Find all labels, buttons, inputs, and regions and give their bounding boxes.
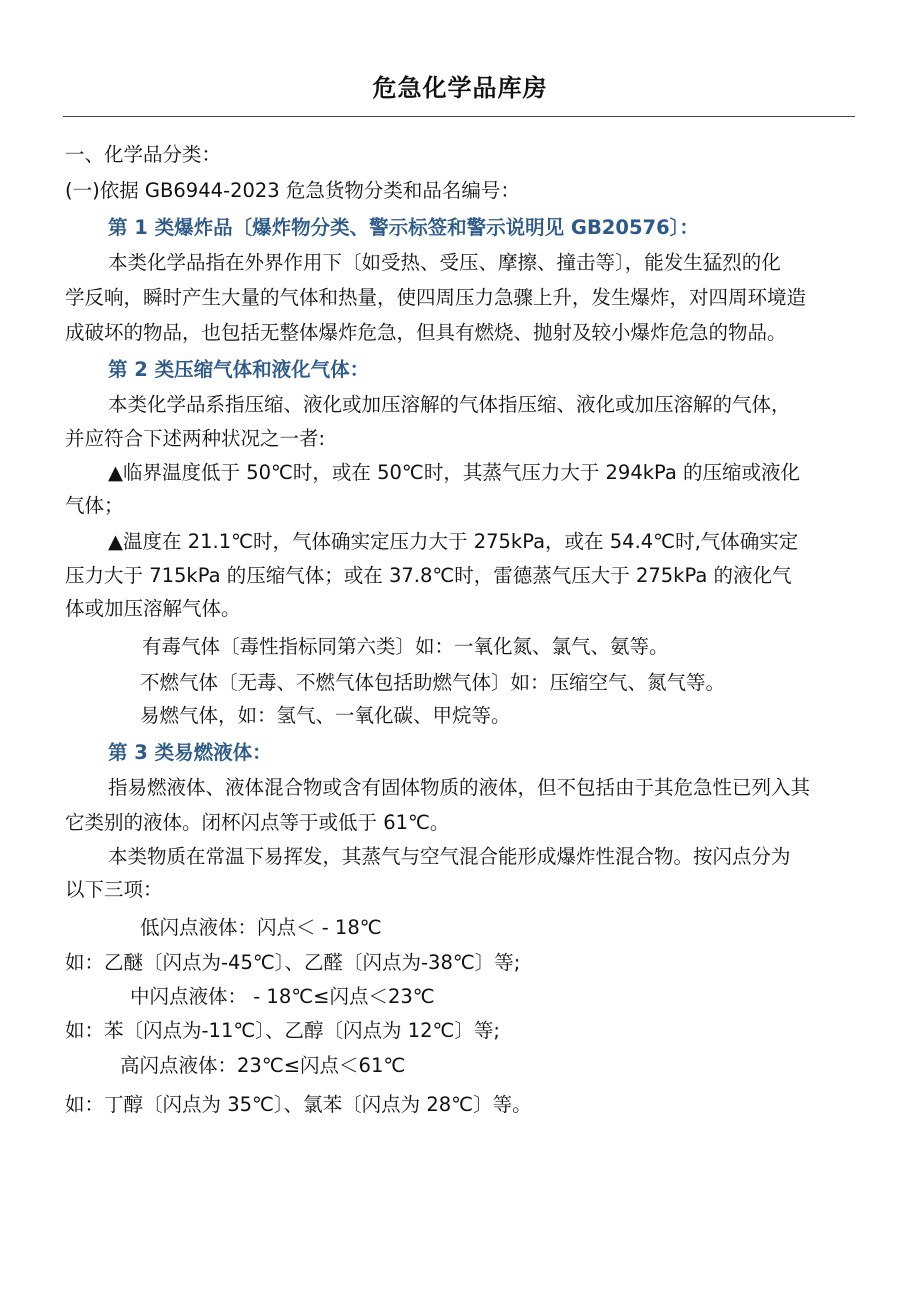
class3-line: 本类物质在常温下易挥发，其蒸气与空气混合能形成爆炸性混合物。按闪点分为: [108, 845, 791, 868]
mid-flash-examples: 如：苯〔闪点为-11℃〕、乙醇〔闪点为 12℃〕等;: [65, 1019, 500, 1042]
class1-line: 成破坏的物品，也包括无整体爆炸危急，但具有燃烧、抛射及较小爆炸危急的物品。: [65, 321, 787, 344]
class3-line: 指易燃液体、液体混合物或含有固体物质的液体，但不包括由于其危急性已列入其: [108, 776, 811, 799]
class1-line: 本类化学品指在外界作用下〔如受热、受压、摩擦、撞击等〕，能发生猛烈的化: [108, 251, 781, 274]
mid-flash-liquid: 中闪点液体： - 18℃≤闪点＜23℃: [130, 985, 435, 1008]
section-heading: 一、化学品分类：: [65, 143, 222, 166]
class3-line: 以下三项：: [65, 878, 163, 901]
class2-flammable-gas: 易燃气体，如：氢气、一氧化碳、甲烷等。: [140, 704, 511, 727]
high-flash-liquid: 高闪点液体：23℃≤闪点＜61℃: [120, 1054, 406, 1077]
page-title: 危急化学品库房: [372, 74, 548, 102]
class2-line: 并应符合下述两种状况之一者:: [65, 427, 326, 450]
class1-line: 学反响，瞬时产生大量的气体和热量，使四周压力急骤上升，发生爆炸，对四周环境造: [65, 286, 807, 309]
class2-nonflammable-gas: 不燃气体〔无毒、不燃气体包括助燃气体〕如：压缩空气、氮气等。: [140, 671, 726, 694]
class2-line: 压力大于 715kPa 的压缩气体；或在 37.8℃时，雷德蒸气压大于 275kPa 的液化气: [65, 564, 792, 587]
class1-heading: 第 1 类爆炸品〔爆炸物分类、警示标签和警示说明见 GB20576〕：: [108, 216, 699, 239]
class2-line: ▲临界温度低于 50℃时，或在 50℃时，其蒸气压力大于 294kPa 的压缩或液化: [108, 461, 801, 484]
header-divider: [63, 116, 855, 117]
low-flash-liquid: 低闪点液体：闪点＜ - 18℃: [140, 916, 382, 939]
subsection-heading: (一)依据 GB6944-2023 危急货物分类和品名编号：: [65, 179, 520, 202]
high-flash-examples: 如：丁醇〔闪点为 35℃〕、氯苯〔闪点为 28℃〕等。: [65, 1093, 532, 1116]
class2-line: 本类化学品系指压缩、液化或加压溶解的气体指压缩、液化或加压溶解的气体，: [108, 393, 791, 416]
class3-line: 它类别的液体。闭杯闪点等于或低于 61℃。: [65, 811, 450, 834]
class2-line: 体或加压溶解气体。: [65, 597, 241, 620]
class3-heading: 第 3 类易燃液体：: [108, 741, 272, 764]
class2-line: 气体；: [65, 494, 124, 517]
class2-line: ▲温度在 21.1℃时，气体确实定压力大于 275kPa，或在 54.4℃时,气体确实定: [108, 530, 799, 553]
low-flash-examples: 如：乙醚〔闪点为-45℃〕、乙醛〔闪点为-38℃〕等;: [65, 951, 521, 974]
class2-toxic-gas: 有毒气体〔毒性指标同第六类〕如：一氧化氮、氯气、氨等。: [142, 635, 669, 658]
class2-heading: 第 2 类压缩气体和液化气体：: [108, 358, 370, 381]
